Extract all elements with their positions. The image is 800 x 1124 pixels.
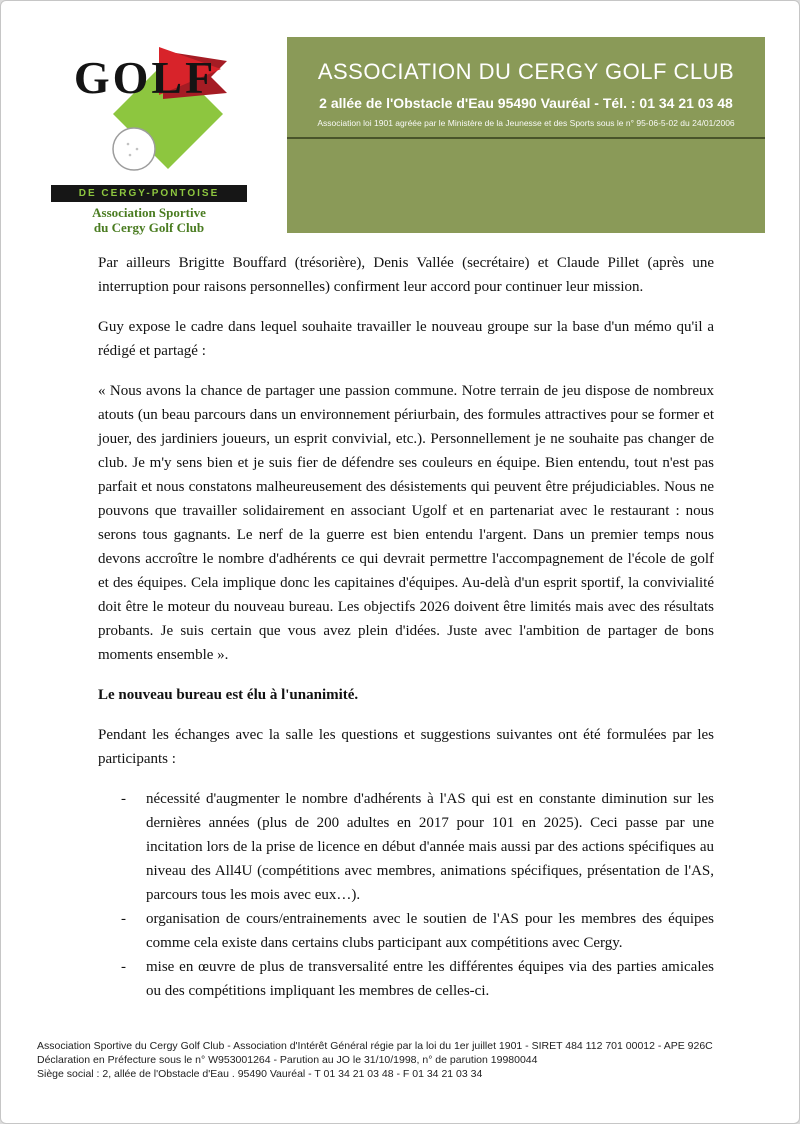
logo-subtitle-1: Association Sportive <box>92 205 206 220</box>
logo-banner: DE CERGY-PONTOISE <box>51 185 247 202</box>
logo-wordmark: GOLF <box>73 52 217 103</box>
bullet-text: mise en œuvre de plus de transversalité entre les différentes équipes via des parties amicales ou des compétitions impliquant les membres de celles-ci. <box>146 959 714 999</box>
header-banner <box>287 37 765 233</box>
logo-golf-ball <box>113 128 155 170</box>
club-logo <box>41 37 257 233</box>
ball-dimple <box>127 143 130 146</box>
footer-line-address: Siège social : 2, allée de l'Obstacle d'Eau . 95490 Vauréal - T 01 34 21 03 48 - F 01 34 21 03 34 <box>37 1068 483 1080</box>
header-divider <box>287 137 765 139</box>
paragraph-questions-intro: Pendant les échanges avec la salle les questions et suggestions suivantes ont été formulées par les participants : <box>98 727 714 767</box>
logo-subtitle-2: du Cergy Golf Club <box>93 220 205 235</box>
association-legal: Association loi 1901 agréée par le Ministère de la Jeunesse et des Sports sous le n° 95-06-5-02 du 24/01/2006 <box>317 118 735 128</box>
association-title: ASSOCIATION DU CERGY GOLF CLUB <box>317 59 735 84</box>
document-body <box>98 251 714 1003</box>
paragraph-memo-quote: « Nous avons la chance de partager une passion commune. Notre terrain de jeu dispose de nombreux atouts (un beau parcours dans un environnement périurbain, des formules attractives pour se former et jouer, des jardiniers joueurs, un esprit convivial, etc.). Personnellement je ne souhaite pas changer de club. Je m'y sens bien et je suis fier de défendre ses couleurs en équipe. Bien entendu, tout n'est pas parfait et nous constatons malheureusement des désistements qui peuvent être préjudiciables. Nous ne pouvons que travailler solidairement en associant Ugolf et en partenariat avec le restaurant : nous serons tous gagnants. Le nerf de la guerre est bien entendu l'argent. Dans un premier temps nous devons accroître le nombre d'adhérents ce qui devrait permettre l'accompagnement de l'école de golf et des équipes. Cela implique donc les capitaines d'équipes. Au-delà d'un esprit sportif, la convivialité doit être le moteur du nouveau bureau. Les objectifs 2026 doivent être limités mais avec des résultats probants. Je suis certain que vous avez plein d'idées. Juste avec l'ambition de partager de bons moments ensemble ». <box>98 383 714 663</box>
bullet-text: organisation de cours/entrainements avec le soutien de l'AS pour les membres des équipes comme cela existe dans certains clubs participant aux compétitions avec Cergy. <box>146 911 714 951</box>
ball-dimple <box>129 154 132 157</box>
bullet-text: nécessité d'augmenter le nombre d'adhérents à l'AS qui est en constante diminution sur les dernières années (plus de 200 adultes en 2017 pour 101 en 2025). Ceci passe par une incitation lors de la prise de licence en début d'année mais aussi par des actions spécifiques au niveau des All4U (compétitions avec membres, animations spécifiques, présentation de l'AS, parcours tous les mois avec eux…). <box>146 791 714 903</box>
association-address: 2 allée de l'Obstacle d'Eau 95490 Vauréal - Tél. : 01 34 21 03 48 <box>319 95 733 111</box>
bullet-marker: - <box>121 959 126 975</box>
bullet-marker: - <box>121 791 126 807</box>
statement-bureau-elected: Le nouveau bureau est élu à l'unanimité. <box>98 687 359 703</box>
paragraph-officers: Par ailleurs Brigitte Bouffard (trésorière), Denis Vallée (secrétaire) et Claude Pillet (après une interruption pour raisons personnelles) confirment leur accord pour continuer leur mission. <box>98 255 714 295</box>
bullet-list <box>98 787 714 1003</box>
footer-line-declaration: Déclaration en Préfecture sous le n° W953001264 - Parution au JO le 31/10/1998, n° de parution 19980044 <box>37 1054 538 1066</box>
bullet-item <box>98 787 714 907</box>
paragraph-memo-intro: Guy expose le cadre dans lequel souhaite travailler le nouveau groupe sur la base d'un mémo qu'il a rédigé et partagé : <box>98 319 714 359</box>
footer-line-legal: Association Sportive du Cergy Golf Club - Association d'Intérêt Général régie par la loi du 1er juillet 1901 - SIRET 484 112 701 00012 - APE 926C <box>37 1040 713 1052</box>
ball-dimple <box>136 148 139 151</box>
bullet-marker: - <box>121 911 126 927</box>
document-footer <box>37 1039 763 1081</box>
golf-logo-graphic <box>41 37 257 185</box>
bullet-item <box>98 955 714 1003</box>
bullet-item <box>98 907 714 955</box>
